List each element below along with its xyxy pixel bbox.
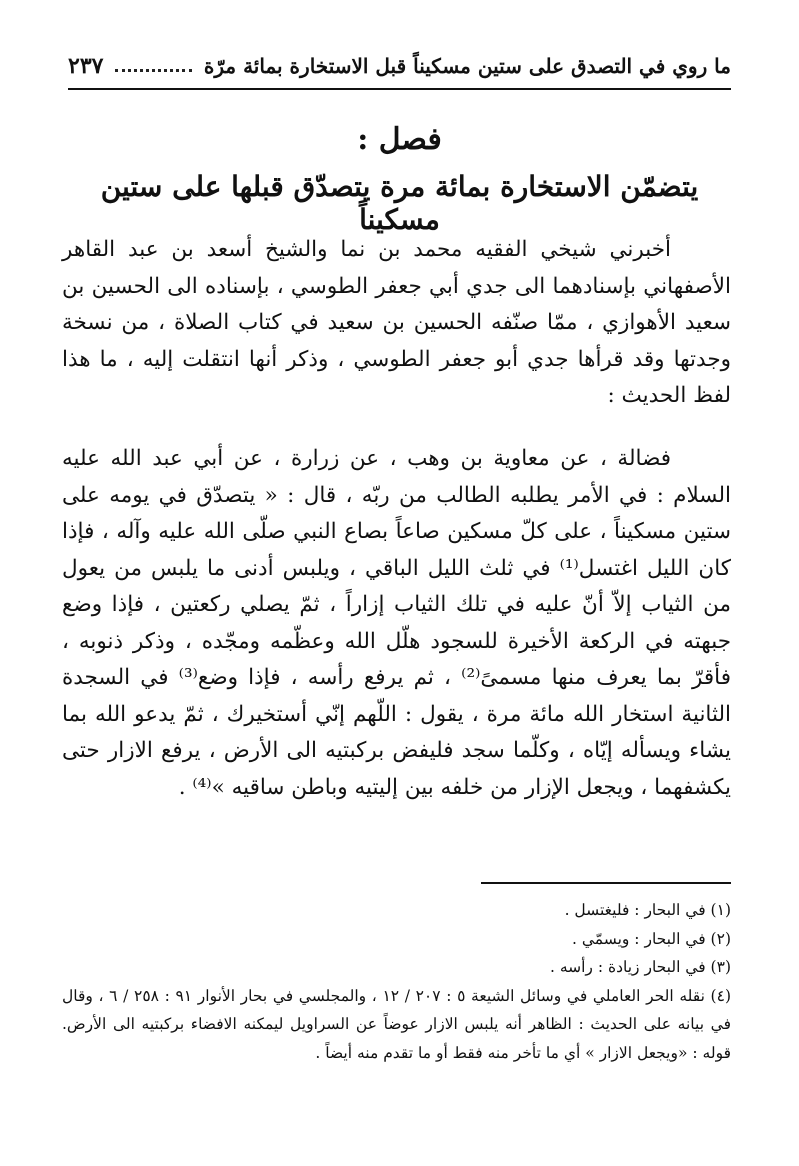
paragraph-text: أخبرني شيخي الفقيه محمد بن نما والشيخ أسعد بن عبد القاهر الأصفهاني بإسنادهما الى جدي أبي جعفر الطوسي ، بإسناده الى الحسين بن سعيد الأهوازي ، ممّا صنّفه الحسين بن سعيد في كتاب الصلاة ، من نسخة وجدتها وقد قرأها جدي أبو جعفر الطوسي ، وذكر أنها انتقلت إليه ، ما هذا لفظ الحديث : bbox=[62, 237, 731, 408]
footnotes bbox=[62, 896, 731, 1067]
body-paragraph bbox=[62, 441, 731, 806]
dot-leader bbox=[115, 69, 191, 72]
footnote-divider bbox=[481, 882, 731, 884]
footnote: (٢) في البحار : ويسمّي . bbox=[572, 929, 731, 948]
footnote: (٣) في البحار زيادة : رأسه . bbox=[549, 958, 731, 976]
section-title: يتضمّن الاستخارة بمائة مرة يتصدّق قبلها على ستين مسكيناً bbox=[100, 170, 699, 236]
footnote: (٤) نقله الحر العاملي في وسائل الشيعة ٥ : ٢٠٧ / ١٢ ، والمجلسي في بحار الأنوار ٩١ : ٢٥٨ / ٦ ، وقال في بيانه على الحديث : الظاهر أنه يلبس الازار عوضاً عن السراويل ليمكنه الافضاء بركبتيه الى الأرض. قوله : «ويجعل الازار » أي ما تأخر منه فقط أو ما تقدم منه أيضاً . bbox=[62, 986, 731, 1062]
page-number: ٢٣٧ bbox=[68, 53, 104, 79]
running-title: ما روي في التصدق على ستين مسكيناً قبل الاستخارة بمائة مرّة bbox=[203, 54, 731, 78]
body-paragraph bbox=[62, 232, 731, 415]
running-header bbox=[68, 44, 731, 90]
footnote: (١) في البحار : فليغتسل . bbox=[564, 901, 731, 919]
section-label: فصل : bbox=[357, 122, 442, 157]
paragraph-text: فضالة ، عن معاوية بن وهب ، عن زرارة ، عن أبي عبد الله عليه السلام : في الأمر يطلبه الطالب من ربّه ، قال : « يتصدّق في يومه على ستين مسكيناً ، على كلّ مسكين صاعاً بصاع النبي صلّى الله عليه وآله ، فإذا كان الليل اغتسل⁽¹⁾ في ثلث الليل الباقي ، ويلبس أدنى ما يلبس من يعول من الثياب إلاّ أنّ عليه في تلك الثياب إزاراً ، ثمّ يصلي ركعتين ، فإذا وضع جبهته في الركعة الأخيرة للسجود هلّل الله وعظّمه ومجّده ، وذكر ذنوبه ، فأقرّ بما يعرف منها مسمىً⁽²⁾ ، ثم يرفع رأسه ، فإذا وضع⁽³⁾ في السجدة الثانية استخار الله مائة مرة ، يقول : اللّهم إنّي أستخيرك ، ثمّ يدعو الله بما يشاء ويسأله إيّاه ، وكلّما سجد فليفض بركبتيه الى الأرض ، يرفع الازار حتى يكشفهما ، ويجعل الإزار من خلفه بين إليتيه وباطن ساقيه »⁽⁴⁾ . bbox=[62, 446, 731, 800]
